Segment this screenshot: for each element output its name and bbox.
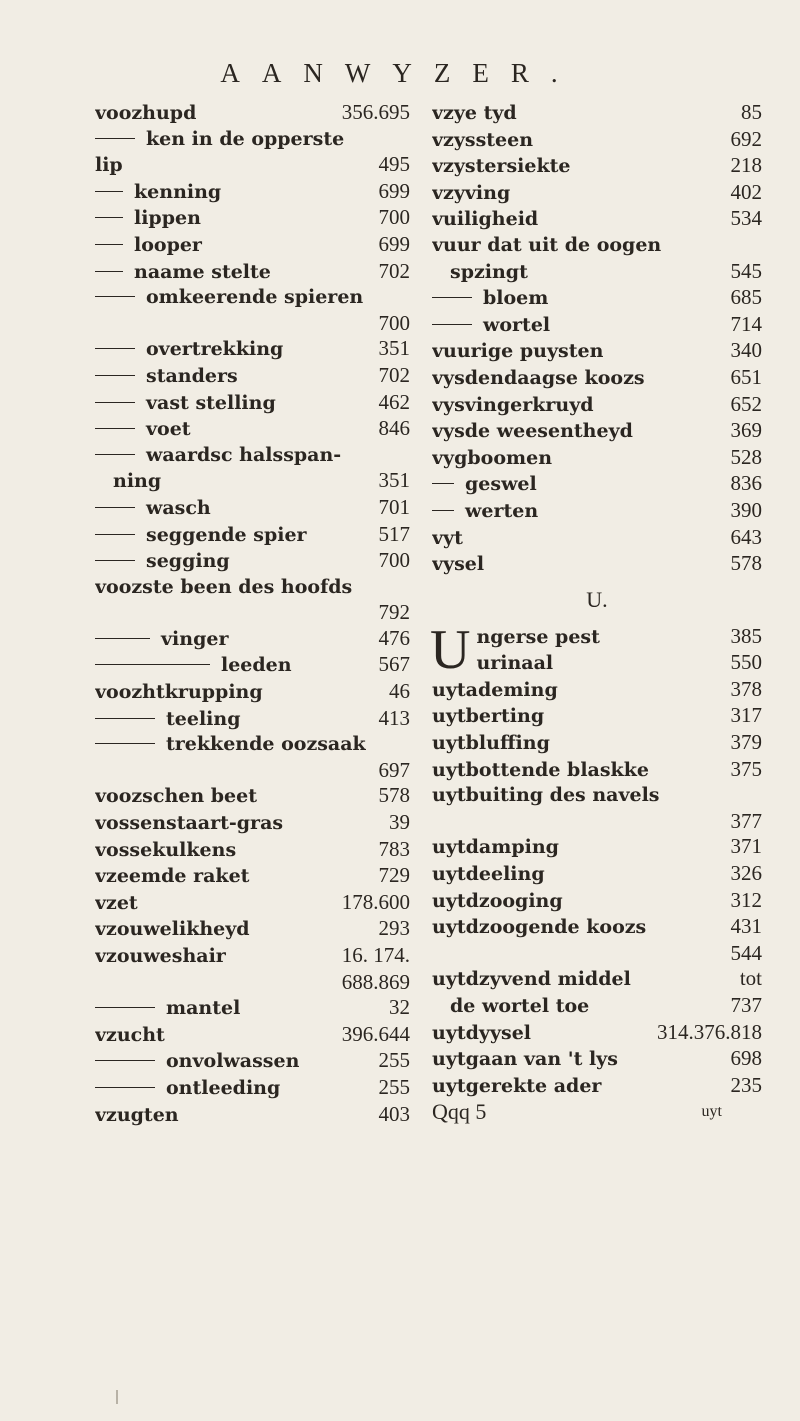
index-page-ref: 39	[389, 810, 410, 835]
index-page-ref: 528	[730, 444, 762, 469]
index-page-ref: 385	[730, 623, 762, 648]
index-entry	[432, 834, 762, 861]
index-entry	[95, 679, 410, 706]
index-term: overtrekking	[146, 338, 284, 361]
index-term: mantel	[166, 997, 241, 1020]
index-section-v	[432, 100, 762, 578]
index-page-ref: 369	[730, 418, 762, 443]
index-subentry	[95, 179, 410, 206]
index-entry	[95, 890, 410, 917]
index-entry	[432, 365, 762, 392]
index-term: trekkende oozsaak	[166, 733, 366, 756]
index-entry	[432, 677, 762, 704]
index-entry	[95, 152, 410, 179]
index-page-ref: 517	[378, 521, 410, 546]
index-term: werten	[465, 499, 539, 522]
index-entry	[432, 1020, 762, 1047]
index-entry	[95, 916, 410, 943]
index-page-ref: 567	[378, 652, 410, 677]
index-term: vuiligheid	[432, 208, 539, 231]
index-term: ning	[113, 470, 162, 493]
index-entry	[432, 1046, 762, 1073]
index-page-ref: 476	[378, 625, 410, 650]
index-term: wasch	[146, 496, 211, 519]
index-entry	[432, 703, 762, 730]
index-subentry	[432, 312, 762, 339]
index-page-ref: 340	[730, 338, 762, 363]
catchword: uyt	[701, 1103, 722, 1121]
index-term: lippen	[134, 207, 201, 230]
index-subentry	[432, 498, 762, 525]
repeat-dash	[95, 454, 135, 455]
index-term: spzingt	[450, 260, 528, 283]
index-subentry	[95, 522, 410, 549]
index-term: vysdendaagse koozs	[432, 366, 645, 389]
index-term: uytdeeling	[432, 863, 545, 886]
index-entry	[432, 551, 762, 578]
index-page-ref: 698	[730, 1046, 762, 1071]
index-page-ref: 351	[378, 468, 410, 493]
index-term: vygboomen	[432, 446, 553, 469]
index-entry	[432, 993, 762, 1020]
index-entry	[432, 392, 762, 419]
index-section-u	[430, 618, 762, 1100]
index-entry	[476, 650, 762, 677]
repeat-dash	[95, 402, 135, 403]
index-term: seggende spier	[146, 523, 307, 546]
index-term: vossekulkens	[95, 838, 237, 861]
index-subentry	[95, 127, 410, 153]
repeat-dash	[95, 244, 123, 245]
index-page-ref: 545	[730, 258, 762, 283]
index-page-ref: 643	[730, 524, 762, 549]
index-term: standers	[146, 364, 238, 387]
index-page-ref: 351	[378, 336, 410, 361]
index-entry	[95, 1022, 410, 1049]
index-subentry	[95, 732, 410, 758]
index-page-ref: 783	[378, 836, 410, 861]
index-page-ref: 737	[730, 993, 762, 1017]
index-term: ontleeding	[166, 1076, 281, 1099]
index-subentry	[95, 626, 410, 653]
index-page-ref: 578	[730, 551, 762, 576]
index-entry	[432, 338, 762, 365]
index-term: leeden	[221, 654, 292, 677]
repeat-dash	[95, 296, 135, 297]
index-term: ngerse pest	[476, 625, 600, 648]
repeat-dash	[95, 534, 135, 535]
index-term: urinaal	[476, 652, 554, 675]
signature-mark: Qqq 5	[432, 1099, 487, 1125]
page-footer	[432, 1099, 762, 1125]
repeat-dash	[95, 1060, 155, 1061]
index-entry	[95, 468, 410, 495]
index-term: uytdzyvend middel	[432, 968, 631, 991]
index-term: vzye tyd	[432, 102, 517, 124]
index-term: vysde weesentheyd	[432, 420, 633, 443]
index-term: de wortel toe	[450, 995, 590, 1017]
index-term: vuur dat uit de oogen	[432, 233, 662, 256]
index-entry	[432, 418, 762, 445]
index-page-ref: 846	[378, 416, 410, 441]
index-term: omkeerende spieren	[146, 286, 364, 309]
index-entry	[432, 757, 762, 784]
repeat-dash	[432, 324, 472, 325]
index-page-ref: 378	[730, 676, 762, 701]
index-page-ref: 178.600	[341, 889, 410, 914]
index-page-ref: 218	[730, 153, 762, 178]
index-term: vuurige puysten	[432, 340, 604, 363]
index-entry	[432, 914, 762, 941]
index-page-ref-continued: 700	[378, 310, 410, 335]
index-page-ref: 255	[378, 1074, 410, 1099]
index-term: voozhupd	[95, 102, 197, 124]
index-term: uytbluffing	[432, 732, 550, 755]
index-subentry	[95, 336, 410, 363]
index-subentry	[95, 548, 410, 575]
stray-mark	[116, 1390, 118, 1404]
index-page-ref: 317	[730, 703, 762, 728]
index-entry	[95, 1102, 410, 1129]
index-term: uytademing	[432, 678, 558, 701]
repeat-dash	[95, 638, 150, 639]
index-term: vysel	[432, 553, 485, 576]
index-page-ref: 293	[378, 916, 410, 941]
repeat-dash	[95, 507, 135, 508]
index-page-ref: 32	[389, 995, 410, 1020]
index-page-ref: 462	[378, 389, 410, 414]
index-entry	[95, 863, 410, 890]
index-page-ref: 699	[378, 178, 410, 203]
repeat-dash	[432, 510, 454, 511]
index-entry	[95, 575, 410, 601]
index-subentry	[95, 443, 410, 469]
index-page-ref: 46	[389, 679, 410, 704]
index-entry	[95, 837, 410, 864]
index-page-ref-continued: 697	[378, 757, 410, 782]
index-page-ref: 396.644	[341, 1021, 410, 1046]
index-term: vzet	[95, 891, 138, 914]
index-entry	[432, 206, 762, 233]
index-page-ref: 836	[730, 471, 762, 496]
repeat-dash	[95, 217, 123, 218]
index-page-ref: 495	[378, 152, 410, 177]
index-page-ref: 652	[730, 391, 762, 416]
index-term: uytbuiting des navels	[432, 784, 660, 807]
index-term: kenning	[134, 180, 222, 203]
index-term: voozste been des hoofds	[95, 575, 353, 598]
index-page-ref: 729	[378, 863, 410, 888]
index-subentry	[95, 1075, 410, 1102]
index-page-ref: 326	[730, 861, 762, 886]
index-term: naame stelte	[134, 260, 271, 283]
index-term: teeling	[166, 707, 241, 730]
index-page-ref: 413	[378, 705, 410, 730]
repeat-dash	[432, 297, 472, 298]
index-term: uytgerekte ader	[432, 1074, 602, 1097]
index-entry	[432, 888, 762, 915]
index-entry	[432, 525, 762, 552]
index-term: wortel	[483, 313, 551, 336]
index-page-ref: 714	[730, 311, 762, 336]
index-term: waardsc halsspan-	[146, 443, 342, 466]
repeat-dash	[95, 191, 123, 192]
index-entry	[432, 153, 762, 180]
index-entry	[432, 127, 762, 154]
index-entry	[95, 810, 410, 837]
index-entry	[432, 100, 762, 127]
index-page-ref-continued: 688.869	[341, 969, 410, 994]
index-page-ref: 375	[730, 756, 762, 781]
index-term: voozschen beet	[95, 785, 258, 808]
index-page-ref: 255	[378, 1048, 410, 1073]
repeat-dash	[95, 1087, 155, 1088]
index-page-ref: 700	[378, 548, 410, 573]
index-term: uytdzoogende koozs	[432, 916, 647, 939]
index-page-ref: 402	[730, 179, 762, 204]
index-term: uytdzooging	[432, 889, 563, 912]
repeat-dash	[95, 664, 210, 665]
repeat-dash	[432, 483, 454, 484]
index-term: vyt	[432, 526, 463, 549]
index-entry	[95, 783, 410, 810]
index-term: vzystersiekte	[432, 155, 571, 178]
index-subentry	[95, 363, 410, 390]
index-subentry	[95, 706, 410, 733]
index-page-ref: 534	[730, 206, 762, 231]
index-term: onvolwassen	[166, 1050, 300, 1073]
repeat-dash	[95, 718, 155, 719]
repeat-dash	[95, 271, 123, 272]
index-page-ref: 692	[730, 126, 762, 151]
index-term: ken in de opperste	[146, 127, 345, 150]
index-page-ref: 685	[730, 285, 762, 310]
index-page-ref: 699	[378, 231, 410, 256]
index-term: geswel	[465, 473, 537, 496]
index-term: vast stelling	[146, 391, 276, 414]
index-term: uytdamping	[432, 836, 559, 859]
index-page-ref: 702	[378, 258, 410, 283]
index-subentry	[95, 232, 410, 259]
index-page-ref-continued: 792	[378, 600, 410, 625]
index-page-ref: 390	[730, 497, 762, 522]
index-term: looper	[134, 233, 202, 256]
index-page-ref: 314.376.818	[657, 1019, 762, 1044]
repeat-dash	[95, 1007, 155, 1008]
index-page-ref: 431	[730, 914, 762, 939]
index-term: vzeemde raket	[95, 865, 250, 888]
index-term: vzouweshair	[95, 945, 226, 967]
index-page-ref: 701	[378, 494, 410, 519]
index-subentry	[95, 285, 410, 311]
repeat-dash	[95, 743, 155, 744]
index-term: vzugten	[95, 1103, 179, 1126]
section-heading-u: U.	[586, 586, 608, 612]
index-subentry	[432, 471, 762, 498]
index-page-ref: 651	[730, 364, 762, 389]
index-subentry	[95, 259, 410, 286]
index-term: voozhtkrupping	[95, 681, 263, 704]
index-subentry	[95, 1048, 410, 1075]
index-column-right	[432, 100, 762, 1125]
index-term: vinger	[161, 627, 229, 650]
drop-cap: U	[430, 618, 471, 681]
index-page-ref: 379	[730, 730, 762, 755]
index-entry	[432, 861, 762, 888]
index-term: voet	[146, 418, 191, 441]
index-page-ref: 550	[730, 650, 762, 675]
repeat-dash	[95, 428, 135, 429]
index-page-ref: 702	[378, 362, 410, 387]
repeat-dash	[95, 375, 135, 376]
index-page-ref: 312	[730, 887, 762, 912]
index-entry	[476, 624, 762, 651]
page-header: AANWYZER.	[220, 58, 580, 88]
index-entry	[432, 259, 762, 286]
index-subentry	[95, 652, 410, 679]
index-term: uytdyysel	[432, 1021, 531, 1044]
index-entry	[432, 783, 762, 809]
index-term: vysvingerkruyd	[432, 393, 594, 416]
index-term: uytberting	[432, 705, 545, 728]
index-subentry	[95, 390, 410, 417]
index-entry	[432, 966, 762, 993]
index-term: lip	[95, 154, 123, 177]
index-entry	[432, 445, 762, 472]
index-entry	[432, 180, 762, 207]
index-entry	[95, 943, 410, 970]
repeat-dash	[95, 138, 135, 139]
index-term: uytgaan van 't lys	[432, 1048, 618, 1071]
repeat-dash	[95, 348, 135, 349]
index-column-left	[95, 100, 410, 1128]
index-term: bloem	[483, 287, 549, 310]
index-entry	[432, 1073, 762, 1100]
index-entry	[432, 233, 762, 259]
index-term: vzyssteen	[432, 128, 534, 151]
index-term: vzyving	[432, 181, 511, 204]
index-term: vzucht	[95, 1023, 165, 1046]
index-page-ref-continued: 544	[730, 940, 762, 965]
index-subentry	[95, 495, 410, 522]
index-page-ref: 371	[730, 834, 762, 859]
index-subentry	[95, 995, 410, 1022]
index-subentry	[432, 285, 762, 312]
index-page-ref: 85	[741, 100, 762, 124]
repeat-dash	[95, 560, 135, 561]
index-page-ref: 403	[378, 1101, 410, 1126]
index-page-ref: 578	[378, 783, 410, 808]
index-term: uytbottende blaskke	[432, 758, 649, 781]
index-page-ref: 700	[378, 205, 410, 230]
index-subentry	[95, 205, 410, 232]
index-term: vzouwelikheyd	[95, 918, 250, 941]
index-page-ref-continued: 377	[730, 808, 762, 833]
index-term: vossenstaart-gras	[95, 812, 284, 835]
index-page-ref: 235	[730, 1072, 762, 1097]
index-page-ref: 356.695	[341, 100, 410, 124]
index-term: segging	[146, 550, 230, 573]
index-entry	[432, 730, 762, 757]
index-page-ref: tot	[739, 966, 762, 991]
index-entry	[95, 100, 410, 127]
index-page-ref: 16. 174.	[341, 943, 410, 967]
index-subentry	[95, 416, 410, 443]
